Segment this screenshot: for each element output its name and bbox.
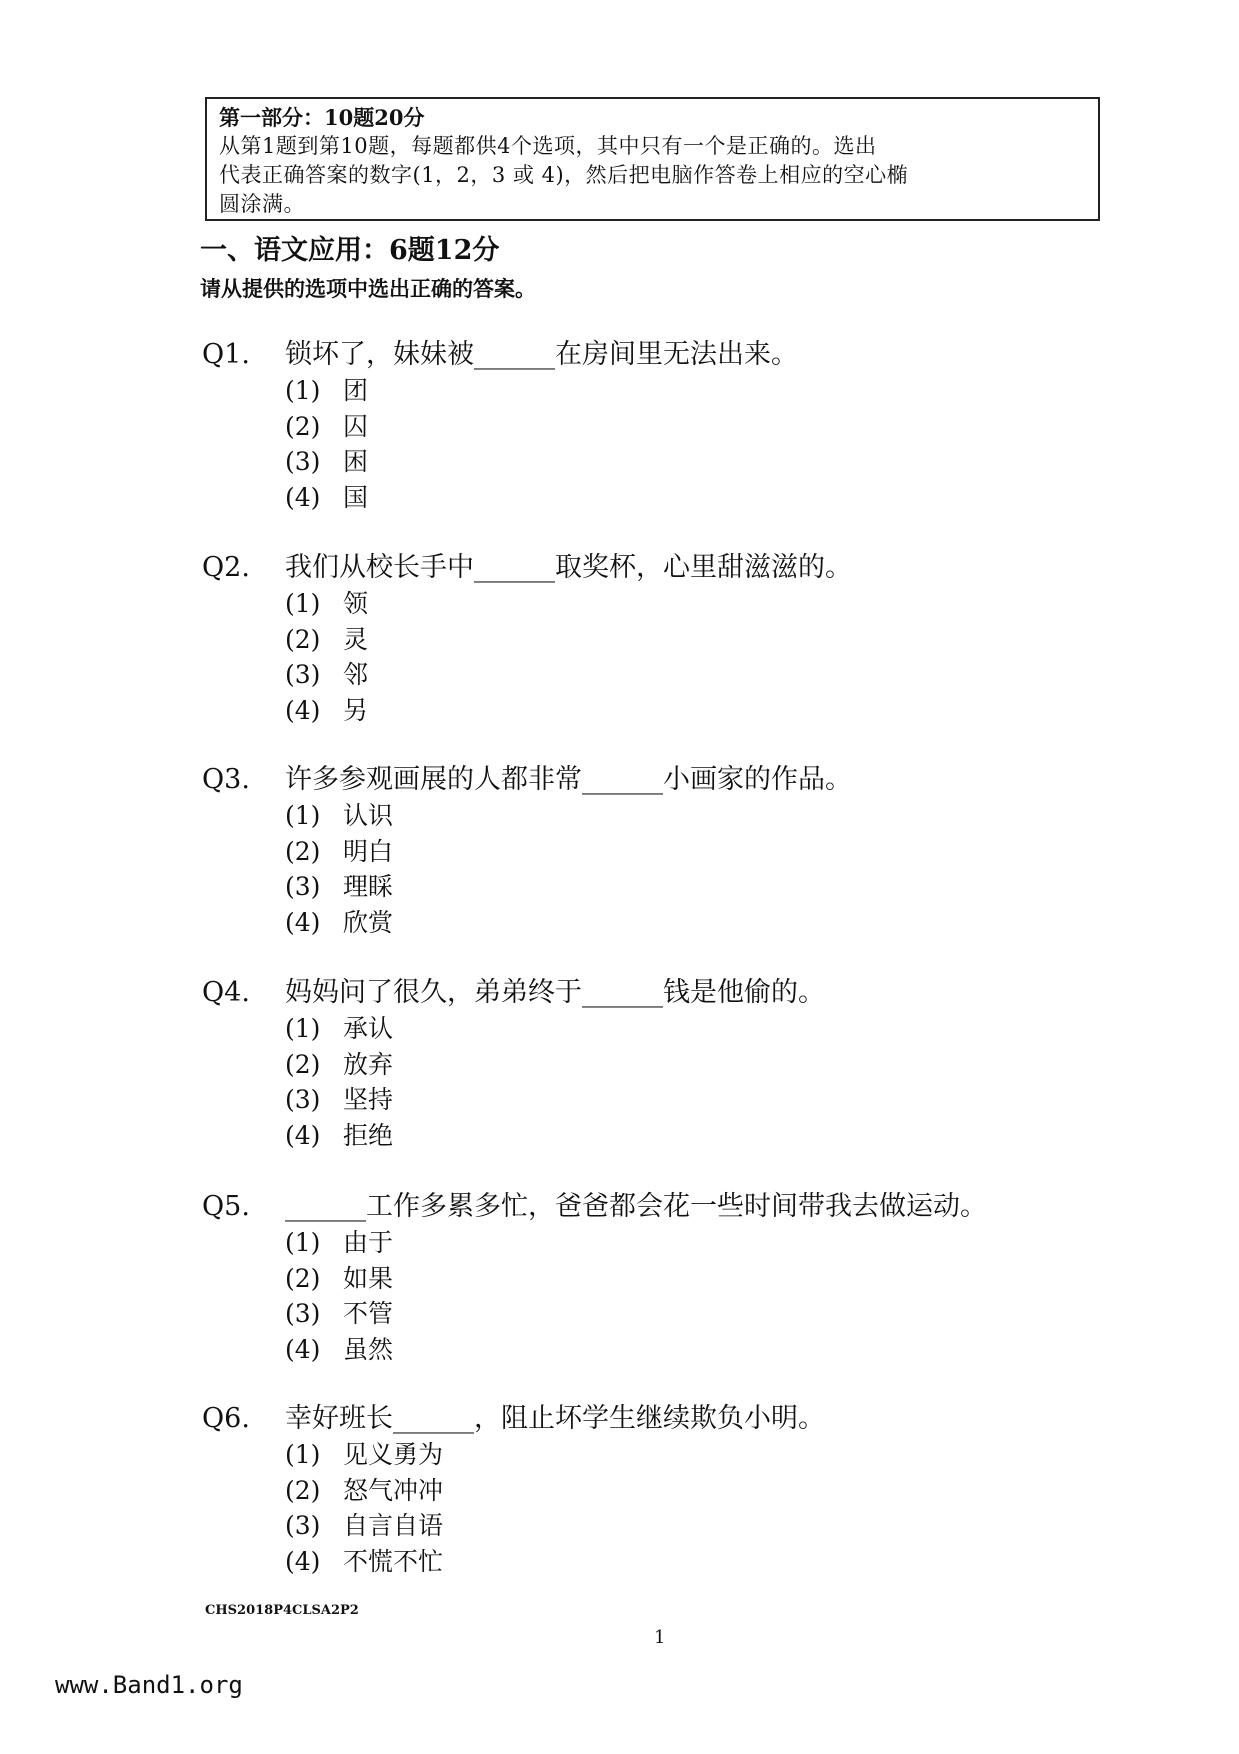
- option-number: (2): [285, 1475, 321, 1505]
- section-subtitle: 请从提供的选项中选出正确的答案。: [200, 276, 536, 301]
- option-number: (1): [285, 1228, 321, 1257]
- option-text: 坚持: [343, 1085, 394, 1114]
- option-1: [202, 1011, 825, 1047]
- question-number: Q6.: [202, 1403, 250, 1434]
- option-text: 见义勇为: [343, 1440, 444, 1469]
- question-text: 妈妈问了很久，弟弟终于______钱是他偷的。: [285, 977, 825, 1008]
- question-number: Q4.: [202, 977, 250, 1008]
- option-3: [202, 444, 798, 480]
- option-number: (2): [285, 1049, 321, 1079]
- option-4: [202, 1118, 825, 1154]
- option-1: [202, 1225, 987, 1261]
- option-number: (3): [285, 872, 321, 901]
- option-4: [202, 905, 852, 941]
- instructions-line-1: 从第1题到第10题，每题都供4个选项，其中只有一个是正确的。选出: [219, 134, 877, 158]
- question-1: [202, 337, 798, 515]
- instructions-line-2: 代表正确答案的数字(1，2，3 或 4)，然后把电脑作答卷上相应的空心椭: [219, 163, 909, 187]
- question-text: 我们从校长手中______取奖杯，心里甜滋滋的。: [285, 552, 852, 583]
- option-text: 认识: [343, 801, 394, 830]
- option-3: [202, 869, 852, 905]
- option-2: [202, 409, 798, 445]
- question-number: Q5.: [202, 1191, 250, 1222]
- question-4: [202, 975, 825, 1153]
- option-text: 明白: [343, 836, 394, 866]
- option-number: (2): [285, 836, 321, 866]
- question-2: [202, 550, 852, 728]
- option-text: 拒绝: [343, 1120, 394, 1150]
- option-text: 怒气冲冲: [343, 1475, 444, 1505]
- paper-code: CHS2018P4CLSA2P2: [205, 1603, 359, 1618]
- option-number: (2): [285, 624, 321, 654]
- option-1: [202, 373, 798, 409]
- option-1: [202, 586, 852, 622]
- page-number: 1: [654, 1627, 666, 1648]
- option-text: 理睬: [343, 872, 394, 901]
- option-text: 虽然: [343, 1334, 394, 1364]
- option-text: 如果: [343, 1263, 394, 1293]
- option-text: 国: [343, 482, 369, 512]
- option-number: (1): [285, 1440, 321, 1469]
- option-text: 承认: [343, 1014, 394, 1043]
- option-2: [202, 1261, 987, 1297]
- option-number: (2): [285, 1263, 321, 1293]
- option-text: 灵: [343, 624, 369, 654]
- question-6: [202, 1401, 825, 1579]
- option-3: [202, 1082, 825, 1118]
- option-text: 放弃: [343, 1049, 394, 1079]
- question-number: Q3.: [202, 764, 250, 795]
- option-number: (4): [285, 907, 321, 937]
- option-number: (4): [285, 1120, 321, 1150]
- option-2: [202, 1047, 825, 1083]
- option-text: 欣赏: [343, 907, 394, 937]
- option-4: [202, 480, 798, 516]
- instructions-box: [205, 97, 1100, 221]
- question-text: 幸好班长______，阻止坏学生继续欺负小明。: [285, 1403, 825, 1434]
- option-text: 领: [343, 589, 369, 618]
- option-number: (3): [285, 1085, 321, 1114]
- option-text: 不慌不忙: [343, 1546, 444, 1576]
- option-number: (4): [285, 1334, 321, 1364]
- option-4: [202, 693, 852, 729]
- option-2: [202, 1473, 825, 1509]
- section-title: 一、语文应用：6题12分: [200, 235, 500, 266]
- question-text: 锁坏了，妹妹被______在房间里无法出来。: [285, 339, 798, 370]
- option-number: (4): [285, 482, 321, 512]
- option-text: 由于: [343, 1228, 394, 1257]
- option-text: 邻: [343, 660, 369, 689]
- option-text: 囚: [343, 411, 369, 441]
- option-text: 困: [343, 447, 369, 476]
- option-3: [202, 657, 852, 693]
- instructions-title: 第一部分：10题20分: [219, 105, 425, 130]
- question-3: [202, 762, 852, 940]
- option-number: (1): [285, 801, 321, 830]
- option-3: [202, 1296, 987, 1332]
- option-4: [202, 1332, 987, 1368]
- option-2: [202, 834, 852, 870]
- option-text: 不管: [343, 1299, 394, 1328]
- question-number: Q2.: [202, 552, 250, 583]
- option-number: (3): [285, 660, 321, 689]
- option-1: [202, 1437, 825, 1473]
- option-number: (3): [285, 1299, 321, 1328]
- option-number: (1): [285, 589, 321, 618]
- option-number: (4): [285, 1546, 321, 1576]
- option-number: (1): [285, 1014, 321, 1043]
- question-5: [202, 1189, 987, 1367]
- question-number: Q1.: [202, 339, 250, 370]
- option-text: 自言自语: [343, 1511, 444, 1540]
- option-text: 团: [343, 376, 369, 405]
- option-3: [202, 1508, 825, 1544]
- option-2: [202, 622, 852, 658]
- question-text: 许多参观画展的人都非常______小画家的作品。: [285, 764, 852, 795]
- option-number: (4): [285, 695, 321, 725]
- watermark-url: www.Band1.org: [55, 1671, 243, 1699]
- option-4: [202, 1544, 825, 1580]
- option-number: (3): [285, 447, 321, 476]
- question-text: ______工作多累多忙，爸爸都会花一些时间带我去做运动。: [285, 1191, 987, 1222]
- instructions-line-3: 圆涂满。: [219, 192, 305, 216]
- option-1: [202, 798, 852, 834]
- option-number: (1): [285, 376, 321, 405]
- option-number: (3): [285, 1511, 321, 1540]
- option-number: (2): [285, 411, 321, 441]
- option-text: 另: [343, 695, 369, 725]
